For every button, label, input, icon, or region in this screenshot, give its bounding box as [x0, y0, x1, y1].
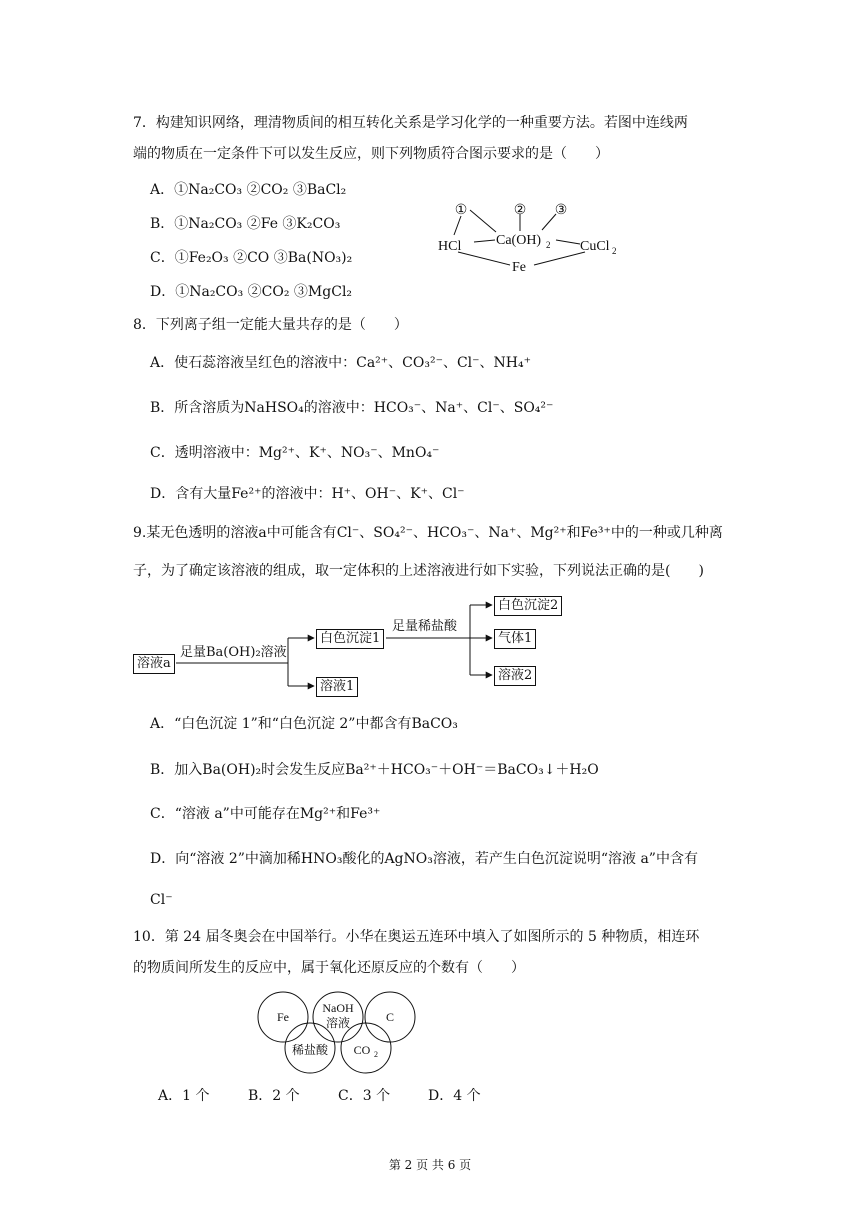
- q7-node-cucl2-sub: 2: [612, 246, 617, 256]
- q7-node-2: ②: [513, 203, 527, 218]
- q9-option-d: D．向“溶液 2”中滴加稀HNO₃酸化的AgNO₃溶液，若产生白色沉淀说明“溶液 a”中含有: [150, 851, 698, 867]
- q7-node-cucl2: CuCl: [580, 239, 610, 254]
- flow-gas-1: 气体1: [494, 629, 536, 649]
- q8-option-c: C．透明溶液中：Mg²⁺、K⁺、NO₃⁻、MnO₄⁻: [150, 445, 440, 461]
- flow-white-ppt-1: 白色沉淀1: [316, 629, 384, 649]
- ring-naoh-solution: 溶液: [325, 1016, 351, 1030]
- q10-stem-line2: 的物质间所发生的反应中，属于氧化还原反应的个数有（ ）: [133, 960, 525, 976]
- ring-c: C: [385, 1010, 395, 1024]
- flow-solution-1: 溶液1: [316, 677, 358, 697]
- q7-node-caoh2-sub: 2: [546, 240, 551, 250]
- q8-option-d: D．含有大量Fe²⁺的溶液中：H⁺、OH⁻、K⁺、Cl⁻: [150, 486, 465, 502]
- flow-solution-a: 溶液a: [133, 654, 175, 674]
- ring-co2-sub: 2: [374, 1050, 378, 1059]
- q9-option-c: C．“溶液 a”中可能存在Mg²⁺和Fe³⁺: [150, 806, 381, 822]
- q7-node-caoh2: Ca(OH): [496, 233, 542, 248]
- q9-stem-line1: 9.某无色透明的溶液a中可能含有Cl⁻、SO₄²⁻、HCO₃⁻、Na⁺、Mg²⁺和Fe³⁺中的一种或几种离: [133, 525, 723, 541]
- ring-fe: Fe: [277, 1010, 289, 1024]
- q7-option-b: B．①Na₂CO₃ ②Fe ③K₂CO₃: [150, 216, 341, 232]
- q8-stem: 8．下列离子组一定能大量共存的是（ ）: [133, 317, 408, 333]
- flow-reagent-hcl: 足量稀盐酸: [392, 619, 458, 634]
- q8-option-b: B．所含溶质为NaHSO₄的溶液中：HCO₃⁻、Na⁺、Cl⁻、SO₄²⁻: [150, 400, 554, 416]
- q10-option-a: A．1 个: [158, 1088, 210, 1104]
- q7-option-d: D．①Na₂CO₃ ②CO₂ ③MgCl₂: [150, 284, 353, 300]
- page-footer: 第 2 页 共 6 页: [388, 1158, 472, 1172]
- q10-olympic-rings: [250, 990, 430, 1080]
- q10-option-b: B．2 个: [248, 1088, 300, 1104]
- flow-white-ppt-2: 白色沉淀2: [494, 596, 562, 616]
- q7-node-fe: Fe: [512, 260, 526, 275]
- q8-option-a: A．使石蕊溶液呈红色的溶液中：Ca²⁺、CO₃²⁻、Cl⁻、NH₄⁺: [150, 355, 532, 371]
- q9-stem-line2: 子，为了确定该溶液的组成，取一定体积的上述溶液进行如下实验，下列说法正确的是( ): [133, 563, 704, 579]
- flow-solution-2: 溶液2: [494, 666, 536, 686]
- q10-option-d: D．4 个: [428, 1088, 481, 1104]
- q9-option-a: A．“白色沉淀 1”和“白色沉淀 2”中都含有BaCO₃: [150, 716, 458, 732]
- q10-option-c: C．3 个: [338, 1088, 391, 1104]
- q9-option-b: B．加入Ba(OH)₂时会发生反应Ba²⁺＋HCO₃⁻＋OH⁻＝BaCO₃↓＋H₂O: [150, 762, 599, 778]
- q7-option-c: C．①Fe₂O₃ ②CO ③Ba(NO₃)₂: [150, 250, 353, 266]
- ring-dilute-hcl: 稀盐酸: [291, 1043, 329, 1057]
- q10-stem-line1: 10．第 24 届冬奥会在中国举行。小华在奥运五连环中填入了如图所示的 5 种物质，相连环: [133, 929, 700, 945]
- q7-node-3: ③: [554, 203, 568, 218]
- flow-reagent-baoh2: 足量Ba(OH)₂溶液: [180, 645, 287, 660]
- q7-node-hcl: HCl: [438, 239, 462, 254]
- q7-option-a: A．①Na₂CO₃ ②CO₂ ③BaCl₂: [150, 182, 347, 198]
- q7-node-1: ①: [454, 203, 468, 218]
- q7-stem-line1: 7．构建知识网络，理清物质间的相互转化关系是学习化学的一种重要方法。若图中连线两: [133, 115, 688, 131]
- ring-naoh: NaOH: [322, 1001, 354, 1015]
- q7-stem-line2: 端的物质在一定条件下可以发生反应，则下列物质符合图示要求的是（ ）: [133, 146, 609, 162]
- ring-co2: CO: [353, 1043, 371, 1057]
- q9-option-d-cont: Cl⁻: [150, 892, 173, 908]
